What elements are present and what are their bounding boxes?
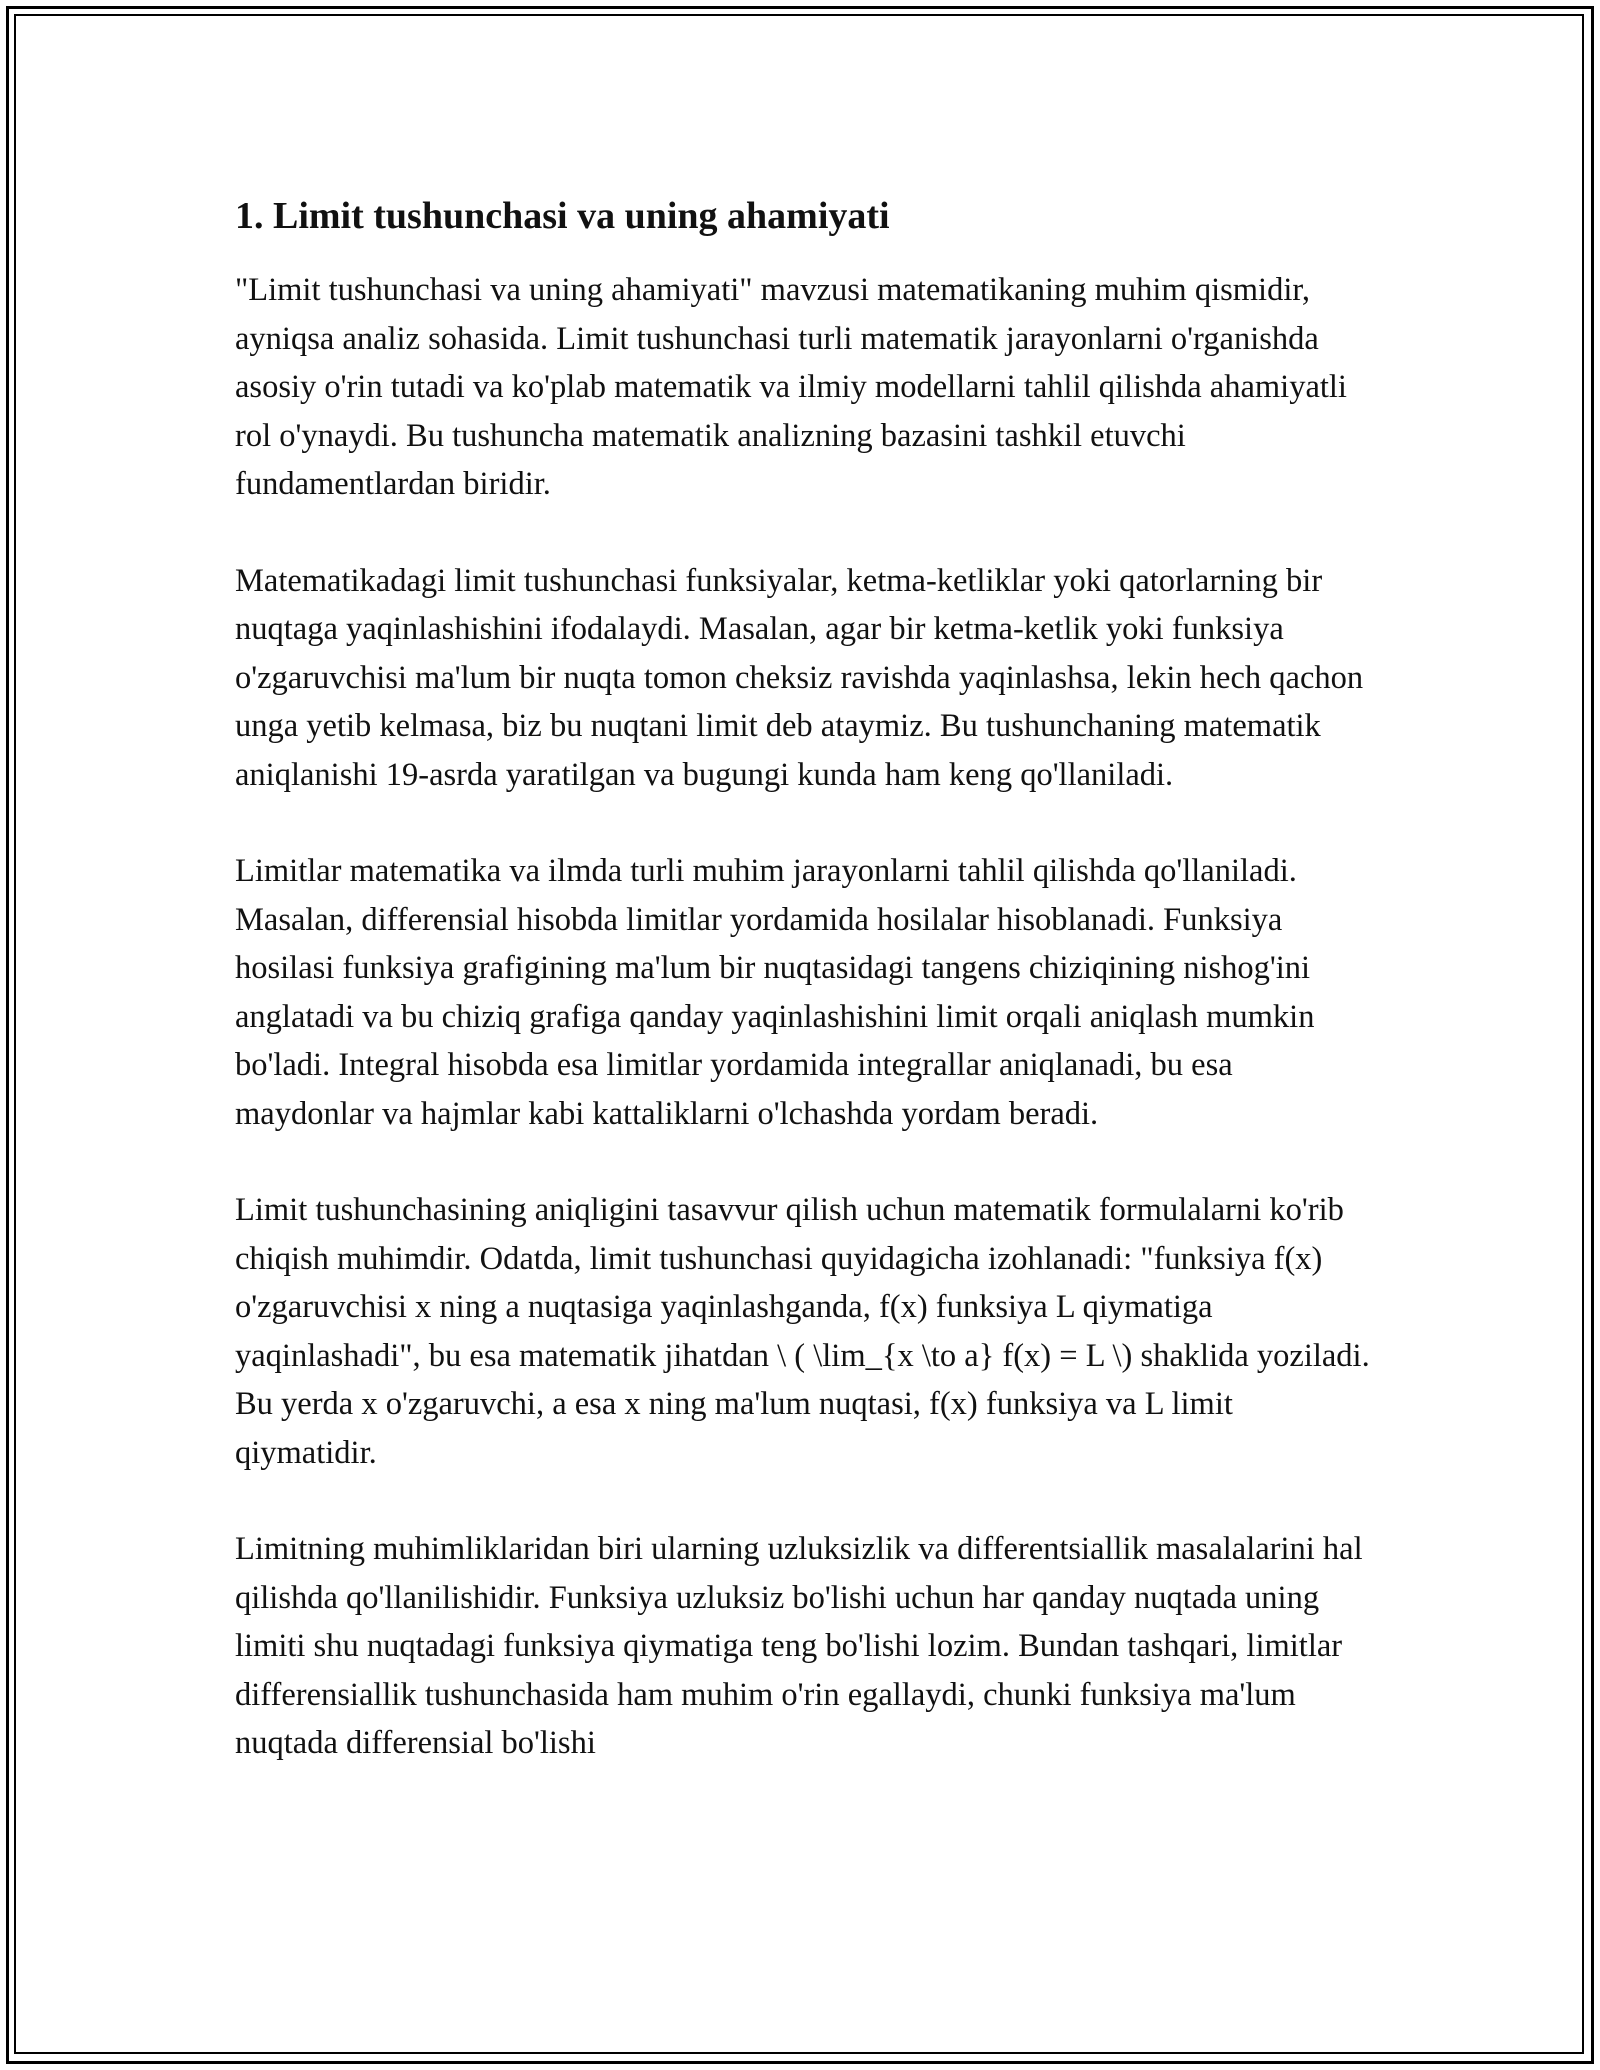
paragraph-3: Limitlar matematika va ilmda turli muhim jarayonlarni tahlil qilishda qo'llaniladi. Masalan, differensial hisobda limitlar yordamida hosilalar hisoblanadi. Funksiya hosilasi funksiya grafigining ma'lum bir nuqtasidagi tangens chiziqining nishog'ini anglatadi va bu chiziq grafiga qanday yaqinlashishini limit orqali aniqlash mumkin bo'ladi. Integral hisobda esa limitlar yordamida integrallar aniqlanadi, bu esa maydonlar va hajmlar kabi kattaliklarni o'lchashda yordam beradi. [235,853,1315,1132]
paragraph-1: "Limit tushunchasi va uning ahamiyati" mavzusi matematikaning muhim qismidir, ayniqsa analiz sohasida. Limit tushunchasi turli matematik jarayonlarni o'rganishda asosiy o'rin tutadi va ko'plab matematik va ilmiy modellarni tahlil qilishda ahamiyatli rol o'ynaydi. Bu tushuncha matematik analizning bazasini tashkil etuvchi fundamentlardan biridir. [235,272,1347,502]
paragraph-2: Matematikadagi limit tushunchasi funksiyalar, ketma-ketliklar yoki qatorlarning bir nuqtaga yaqinlashishini ifodalaydi. Masalan, agar bir ketma-ketlik yoki funksiya o'zgaruvchisi ma'lum bir nuqta tomon cheksiz ravishda yaqinlashsa, lekin hech qachon unga yetib kelmasa, biz bu nuqtani limit deb ataymiz. Bu tushunchaning matematik aniqlanishi 19-asrda yaratilgan va bugungi kunda ham keng qo'llaniladi. [235,562,1364,793]
paragraph-5: Limitning muhimliklaridan biri ularning uzluksizlik va differentsiallik masalalarini hal qilishda qo'llanilishidir. Funksiya uzluksiz bo'lishi uchun har qanday nuqtada uning limiti shu nuqtadagi funksiya qiymatiga teng bo'lishi lozim. Bundan tashqari, limitlar differensiallik tushunchasida ham muhim o'rin egallaydi, chunki funksiya ma'lum nuqtada differensial bo'lishi [235,1531,1363,1761]
paragraph-4: Limit tushunchasining aniqligini tasavvur qilish uchun matematik formulalarni ko'rib chiqish muhimdir. Odatda, limit tushunchasi quyidagicha izohlanadi: "funksiya f(x) o'zgaruvchisi x ning a nuqtasiga yaqinlashganda, f(x) funksiya L qiymatiga yaqinlashadi", bu esa matematik jihatdan \ ( \lim_{x \to a} f(x) = L \) shaklida yoziladi. Bu yerda x o'zgaruvchi, a esa x ning ma'lum nuqtasi, f(x) funksiya va L limit qiymatidir. [235,1192,1370,1471]
document-body [235,188,1370,1816]
section-heading: 1. Limit tushunchasi va uning ahamiyati [235,195,890,237]
